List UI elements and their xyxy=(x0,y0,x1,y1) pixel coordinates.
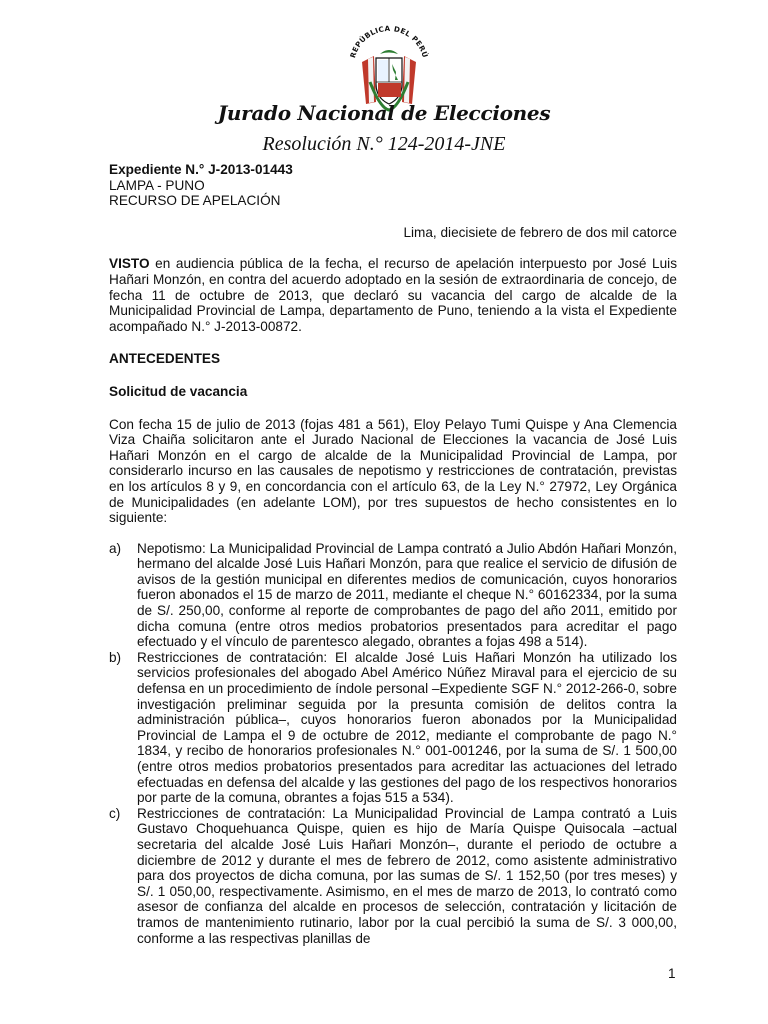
allegations-list xyxy=(109,541,677,946)
visto-paragraph xyxy=(109,256,677,334)
list-item xyxy=(109,806,677,946)
item-label: a) xyxy=(109,540,122,556)
item-label: b) xyxy=(109,649,122,665)
case-type: RECURSO DE APELACIÓN xyxy=(109,193,281,209)
section-antecedentes: ANTECEDENTES xyxy=(109,351,221,367)
item-text: Restricciones de contratación: La Municipalidad Provincial de Lampa contrató a Luis Gustavo Choquehuanca Quispe, quien es hijo de María Quispe Quisocala –actual secretaria del alcalde José Luis Hañari Monzón–, durante el periodo de octubre a diciembre de 2012 y durante el mes de febrero de 2012, como asistente administrativo para dos proyectos de dicha comuna, por las sumas de S/. 1 152,50 (por tres meses) y S/. 1 050,00, respectivamente. Asimismo, en el mes de marzo de 2013, lo contrató como asesor de confianza del alcalde en procesos de selección, contratación y licitación de tramos de mantenimiento rutinario, labor por la cual percibió la suma de S/. 3 000,00, conforme a las respectivas planillas de xyxy=(137,805,677,946)
intro-paragraph: Con fecha 15 de julio de 2013 (fojas 481 a 561), Eloy Pelayo Tumi Quispe y Ana Clemencia Viza Chaiña solicitaron ante el Jurado Nacional de Elecciones la vacancia de José Luis Hañari Monzón en el cargo de alcalde de la Municipalidad Provincial de Lampa, por considerarlo incurso en las causales de nepotismo y restricciones de contratación, previstas en los artículos 8 y 9, en concordancia con el artículo 63, de la Ley N.° 27972, Ley Orgánica de Municipalidades (en adelante LOM), por tres supuestos de hecho consistentes en lo siguiente: xyxy=(109,416,677,526)
seal-motto: REPÚBLICA DEL PERÚ xyxy=(348,23,430,59)
document-body xyxy=(109,162,677,946)
visto-text: en audiencia pública de la fecha, el recurso de apelación interpuesto por José Luis Hañari Monzón, en contra del acuerdo adoptado en la sesión de extraordinaria de concejo, de fecha 11 de octubre de 2013, que declaró su vacancia del cargo de alcalde de la Municipalidad Provincial de Lampa, departamento de Puno, teniendo a la vista el Expediente acompañado N.° J-2013-00872. xyxy=(109,256,677,334)
organization-name: Jurado Nacional de Elecciones xyxy=(217,101,551,125)
item-text: Restricciones de contratación: El alcalde José Luis Hañari Monzón ha utilizado los servicios profesionales del abogado Abel Américo Núñez Miraval para el ejercicio de su defensa en un procedimiento de índole personal –Expediente SGF N.° 2012-266-0, sobre investigación preliminar seguida por la presunta comisión de delitos contra la administración pública–, cuyos honorarios fueron abonados por la Municipalidad Provincial de Lampa el 9 de octubre de 2012, mediante el comprobante de pago N.° 1834, y recibo de honorarios profesionales N.° 001-001246, por la suma de S/. 1 500,00 (entre otros medios probatorios presentados para acreditar las actuaciones del letrado efectuadas en defensa del alcalde y las gestiones del pago de los respectivos honorarios por parte de la comuna, obrantes a fojas 515 a 534). xyxy=(137,649,677,806)
case-header xyxy=(109,162,677,209)
case-location: LAMPA - PUNO xyxy=(109,177,205,193)
item-text: Nepotismo: La Municipalidad Provincial de Lampa contrató a Julio Abdón Hañari Monzón, hermano del alcalde José Luis Hañari Monzón, para que realice el servicio de difusión de avisos de la gestión municipal en diferentes medios de comunicación, cuyos honorarios fueron abonados el 15 de marzo de 2011, mediante el cheque N.° 60162334, por la suma de S/. 250,00, conforme al reporte de comprobantes de pago del año 2011, emitido por dicha comuna (entre otros medios probatorios presentados para acreditar el pago efectuado y el vínculo de parentesco alegado, obrantes a fojas 498 a 514). xyxy=(137,540,677,650)
resolution-number: Resolución N.° 124-2014-JNE xyxy=(262,133,506,155)
list-item xyxy=(109,650,677,806)
list-item xyxy=(109,541,677,650)
item-label: c) xyxy=(109,805,121,821)
page-number: 1 xyxy=(668,966,676,981)
expediente-number: Expediente N.° J-2013-01443 xyxy=(109,162,293,177)
section-solicitud: Solicitud de vacancia xyxy=(109,383,248,399)
date-line: Lima, diecisiete de febrero de dos mil catorce xyxy=(403,224,677,240)
svg-text:REPÚBLICA DEL PERÚ xyxy=(348,24,430,59)
visto-lead: VISTO xyxy=(109,256,150,272)
